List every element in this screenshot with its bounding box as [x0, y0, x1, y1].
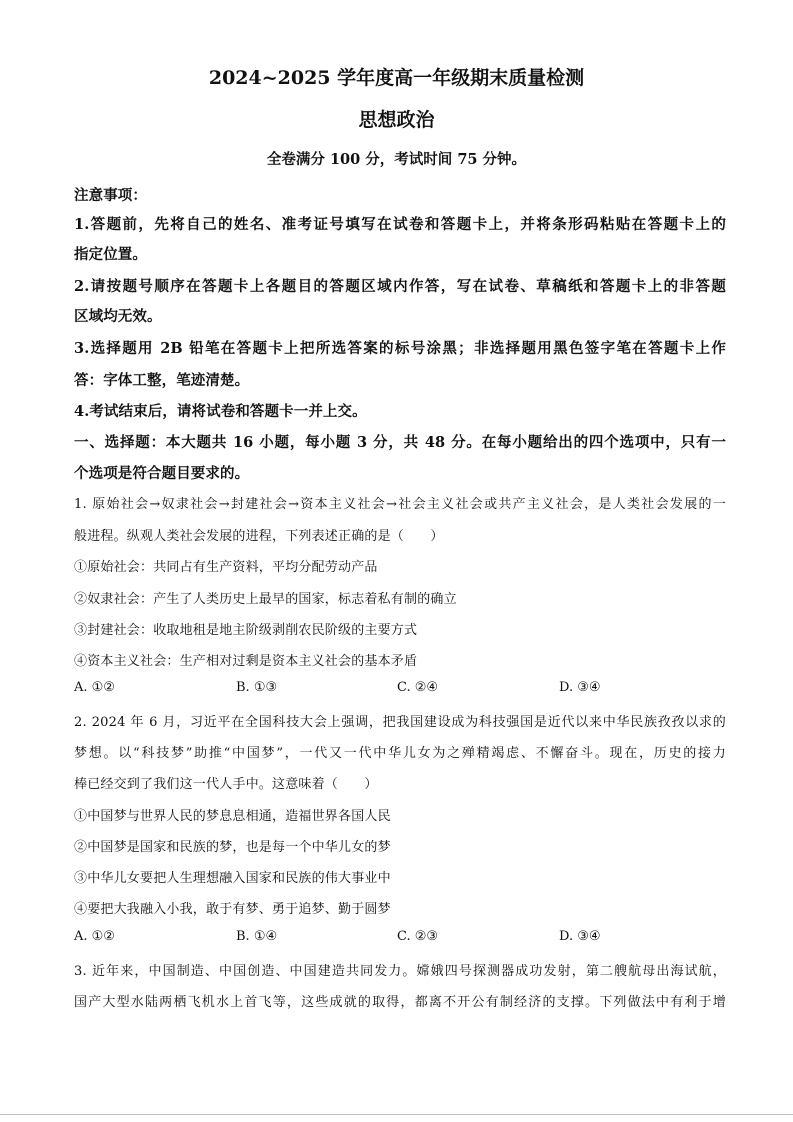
question-2-statement-1: ①中国梦与世界人民的梦息息相通，造福世界各国人民 — [74, 809, 391, 824]
question-2-option-c: C. ②③ — [397, 929, 439, 944]
question-1-option-d: D. ③④ — [559, 680, 601, 695]
question-2-option-b: B. ①④ — [236, 929, 278, 944]
question-3-stem-line-2: 国产大型水陆两栖飞机水上首飞等，这些成就的取得，都离不开公有制经济的支撑。下列做法中有利于增 — [74, 995, 726, 1010]
score-info: 全卷满分 100 分，考试时间 75 分钟。 — [266, 151, 527, 168]
note-3-line-1: 3.选择题用 2B 铅笔在答题卡上把所选答案的标号涂黑；非选择题用黑色签字笔在答题卡上作 — [74, 340, 726, 357]
question-2-option-d: D. ③④ — [559, 929, 601, 944]
question-1-stem-line-1: 1. 原始社会→奴隶社会→封建社会→资本主义社会→社会主义社会或共产主义社会，是人类社会发展的一 — [74, 497, 726, 512]
subject-title: 思想政治 — [358, 109, 435, 131]
question-2-statement-4: ④要把大我融入小我，敢于有梦、勇于追梦、勤于圆梦 — [74, 902, 391, 917]
question-1-statement-3: ③封建社会：收取地租是地主阶级剥削农民阶级的主要方式 — [74, 623, 418, 638]
question-1-option-b: B. ①③ — [236, 680, 278, 695]
page-bottom-divider — [0, 1114, 793, 1115]
question-1-options — [74, 680, 726, 698]
question-2-stem-line-2: 梦想。以“科技梦”助推“中国梦”，一代又一代中华儿女为之殚精竭虑、不懈奋斗。现在，历史的接力 — [74, 746, 726, 761]
section-1-heading-line-1: 一、选择题：本大题共 16 小题，每小题 3 分，共 48 分。在每小题给出的四个选项中，只有一 — [74, 434, 726, 451]
note-2-line-2: 区域均无效。 — [74, 308, 162, 325]
question-2-options — [74, 929, 726, 947]
question-1-statement-1: ①原始社会：共同占有生产资料，平均分配劳动产品 — [74, 560, 378, 575]
note-2-line-1: 2.请按题号顺序在答题卡上各题目的答题区域内作答，写在试卷、草稿纸和答题卡上的非答题 — [74, 278, 726, 295]
question-1-statement-2: ②奴隶社会：产生了人类历史上最早的国家，标志着私有制的确立 — [74, 592, 457, 607]
question-1-option-a: A. ①② — [74, 680, 115, 695]
note-4: 4.考试结束后，请将试卷和答题卡一并上交。 — [74, 403, 367, 420]
notes-heading: 注意事项： — [74, 187, 147, 204]
note-3-line-2: 答：字体工整，笔迹清楚。 — [74, 372, 250, 389]
question-2-statement-3: ③中华儿女要把人生理想融入国家和民族的伟大事业中 — [74, 871, 391, 886]
question-2-stem-line-3: 棒已经交到了我们这一代人手中。这意味着（ ） — [74, 777, 378, 792]
question-1-option-c: C. ②④ — [397, 680, 439, 695]
question-2-stem-line-1: 2. 2024 年 6 月，习近平在全国科技大会上强调，把我国建设成为科技强国是近代以来中华民族孜孜以求的 — [74, 715, 726, 730]
exam-title: 2024~2025 学年度高一年级期末质量检测 — [208, 67, 585, 89]
section-1-heading-line-2: 个选项是符合题目要求的。 — [74, 465, 250, 482]
question-1-statement-4: ④资本主义社会：生产相对过剩是资本主义社会的基本矛盾 — [74, 654, 418, 669]
question-1-stem-line-2: 般进程。纵观人类社会发展的进程，下列表述正确的是（ ） — [74, 529, 444, 544]
question-2-option-a: A. ①② — [74, 929, 115, 944]
question-2-statement-2: ②中国梦是国家和民族的梦，也是每一个中华儿女的梦 — [74, 840, 391, 855]
note-1-line-1: 1.答题前，先将自己的姓名、准考证号填写在试卷和答题卡上，并将条形码粘贴在答题卡上的 — [74, 216, 726, 233]
question-3-stem-line-1: 3. 近年来，中国制造、中国创造、中国建造共同发力。嫦娥四号探测器成功发射，第二艘航母出海试航， — [74, 964, 726, 979]
note-1-line-2: 指定位置。 — [74, 246, 147, 263]
